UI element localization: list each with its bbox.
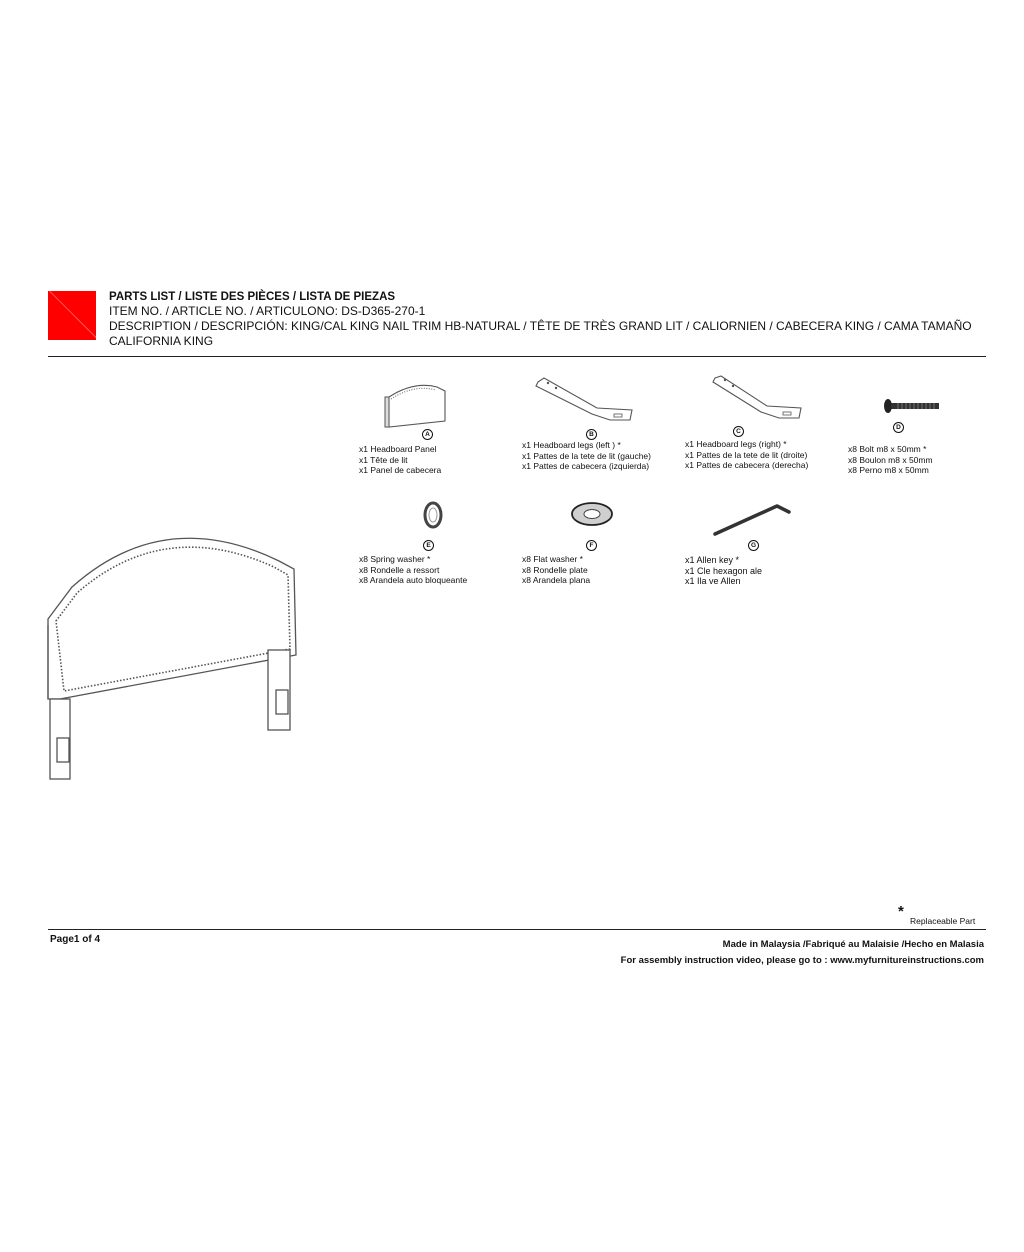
- replaceable-part-label: Replaceable Part: [910, 916, 976, 926]
- spring-washer-icon: [359, 500, 459, 530]
- item-number: ITEM NO. / ARTICLE NO. / ARTICULONO: DS-D365-270-1: [109, 304, 426, 318]
- part-letter-f: F: [586, 540, 597, 551]
- part-a-line-2: x1 Tête de lit: [359, 454, 408, 465]
- part-a-line-1: x1 Headboard Panel: [359, 444, 437, 454]
- allen-key-icon: [685, 498, 805, 538]
- part-d-line-2: x8 Boulon m8 x 50mm: [848, 454, 933, 465]
- part-f-line-1: x8 Flat washer *: [522, 554, 583, 564]
- part-d: [848, 395, 948, 475]
- page-number: Page1 of 4: [50, 934, 101, 945]
- part-e-line-2: x8 Rondelle a ressort: [359, 564, 440, 575]
- headboard-leg-left-icon: [522, 370, 642, 426]
- headboard-panel-icon: [359, 375, 459, 431]
- part-g-line-1: x1 Allen key *: [685, 555, 740, 565]
- header-divider: [48, 356, 986, 357]
- part-e-line-1: x8 Spring washer *: [359, 554, 431, 564]
- assembled-headboard-illustration: [44, 525, 304, 785]
- part-b-line-2: x1 Pattes de la tete de lit (gauche): [522, 450, 651, 461]
- description-line-1: DESCRIPTION / DESCRIPCIÓN: KING/CAL KING NAIL TRIM HB-NATURAL / TÊTE DE TRÈS GRAND LIT / CALIORNIEN / CABECERA KING / CAMA TAMAÑO: [109, 319, 972, 333]
- flat-washer-icon: [522, 500, 632, 530]
- part-letter-e: E: [423, 540, 434, 551]
- bolt-icon: [848, 395, 948, 417]
- description-line-2: CALIFORNIA KING: [109, 334, 214, 348]
- page-title: PARTS LIST / LISTE DES PIÈCES / LISTA DE PIEZAS: [109, 291, 396, 303]
- replaceable-part-note: [898, 903, 975, 926]
- part-c-line-3: x1 Pattes de cabecera (derecha): [685, 460, 809, 470]
- part-letter-g: G: [748, 540, 759, 551]
- brand-logo-square: [48, 291, 96, 340]
- part-d-line-3: x8 Perno m8 x 50mm: [848, 465, 929, 475]
- part-letter-c: C: [733, 426, 744, 437]
- assembly-video-text: For assembly instruction video, please go to : www.myfurnitureinstructions.com: [620, 955, 984, 966]
- part-a-line-3: x1 Panel de cabecera: [359, 465, 442, 475]
- part-e: [359, 500, 468, 585]
- footer-divider: [48, 929, 986, 930]
- part-c-line-2: x1 Pattes de la tete de lit (droite): [685, 449, 808, 460]
- part-b: [522, 370, 651, 471]
- part-g: [685, 498, 805, 586]
- made-in-text: Made in Malaysia /Fabriqué au Malaisie /Hecho en Malasia: [722, 939, 984, 950]
- part-b-line-1: x1 Headboard legs (left ) *: [522, 440, 621, 450]
- headboard-leg-right-icon: [685, 372, 805, 428]
- part-letter-a: A: [422, 429, 433, 440]
- part-f-line-2: x8 Rondelle plate: [522, 564, 588, 575]
- part-a: [359, 375, 459, 475]
- part-e-line-3: x8 Arandela auto bloqueante: [359, 575, 468, 585]
- part-letter-d: D: [893, 422, 904, 433]
- part-d-line-1: x8 Bolt m8 x 50mm *: [848, 444, 927, 454]
- part-f: [522, 500, 632, 585]
- part-g-line-2: x1 Cle hexagon ale: [685, 565, 763, 576]
- part-c-line-1: x1 Headboard legs (right) *: [685, 439, 787, 449]
- replaceable-star: *: [898, 903, 904, 920]
- part-letter-b: B: [586, 429, 597, 440]
- part-c: [685, 372, 809, 470]
- part-b-line-3: x1 Pattes de cabecera (izquierda): [522, 461, 650, 471]
- part-f-line-3: x8 Arandela plana: [522, 575, 591, 585]
- footer-info: [621, 937, 984, 969]
- part-g-line-3: x1 Ila ve Allen: [685, 576, 741, 586]
- parts-list-header: [109, 290, 1009, 349]
